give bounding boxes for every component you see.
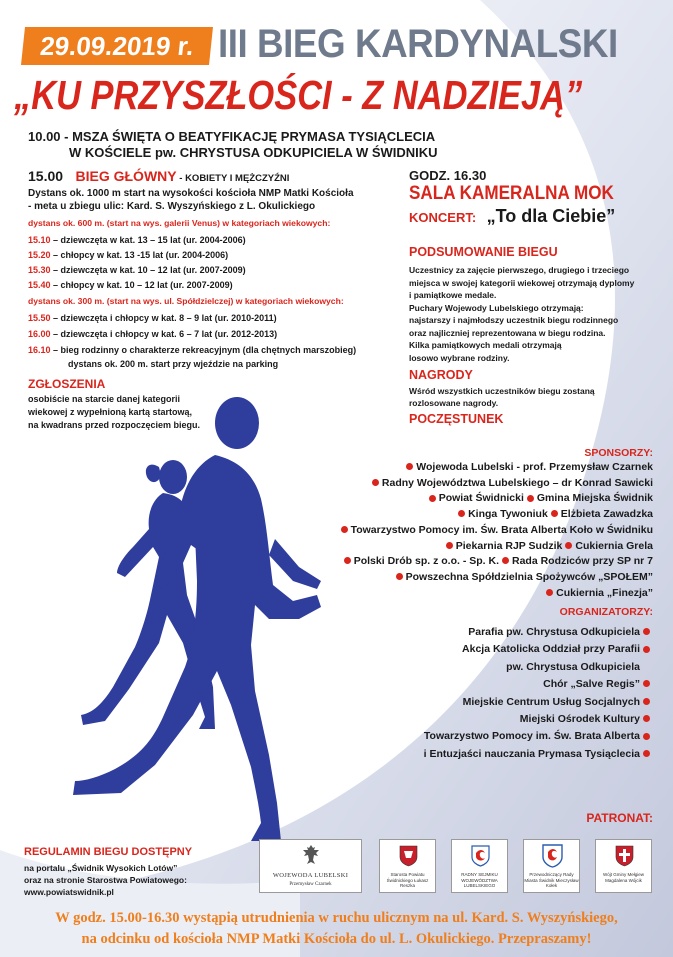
list-item: Cukiernia „Finezja” [323, 586, 653, 602]
starosta-logo [379, 839, 436, 893]
registration-title: ZGŁOSZENIA [28, 377, 106, 391]
list-item: Piekarnia RJP Sudzik Cukiernia Grela [323, 539, 653, 555]
registration-line-3: na kwadrans przed rozpoczęciem biegu. [28, 420, 201, 430]
runners-silhouette-icon [55, 395, 355, 865]
regulations-line-1: na portalu „Świdnik Wysokich Lotów” [24, 863, 178, 873]
wojewoda-person: Przemysław Czarnek [289, 882, 332, 887]
list-item: Polski Drób sp. z o.o. - Sp. K. Rada Rodziców przy SP nr 7 [323, 554, 653, 570]
list-item: 15.50 – dziewczęta i chłopcy w kat. 8 – 9 lat (ur. 2010-2011) [28, 313, 277, 323]
registration-line-2: wiekowej z wypełnioną kartą startową, [28, 407, 193, 417]
event-title: III BIEG KARDYNALSKI [218, 22, 618, 66]
list-item: Powiat Świdnicki Gmina Miejska Świdnik [323, 491, 653, 507]
regulations-url[interactable]: www.powiatswidnik.pl [24, 887, 114, 897]
list-item: Towarzystwo Pomocy im. Św. Brata Alberta Koło w Świdniku [323, 523, 653, 539]
concert-title: „To dla Ciebie” [486, 206, 616, 226]
awards-title: NAGRODY [409, 368, 473, 382]
distance-600-heading: dystans ok. 600 m. (start na wys. galerii Venus) w kategoriach wiekowych: [28, 218, 331, 228]
event-motto: „KU PRZYSZŁOŚCI - Z NADZIEJĄ” [14, 72, 583, 118]
summary-line: oraz najliczniej reprezentowana w biegu rodzina. [409, 327, 606, 338]
concert-time: GODZ. 16.30 [409, 168, 487, 183]
concert-place: SALA KAMERALNA MOK [409, 183, 614, 204]
list-item: Powszechna Spółdzielnia Spożywców „SPOŁEM” [323, 570, 653, 586]
summary-title: PODSUMOWANIE BIEGU [409, 245, 558, 259]
registration-line-1: osobiście na starcie danej kategorii [28, 394, 181, 404]
awards-line-1: Wśród wszystkich uczestników biegu zostaną [409, 386, 595, 396]
organizers-list [353, 624, 653, 763]
wojewoda-name: WOJEWODA LUBELSKI [272, 872, 349, 879]
list-item: 15.30 – dziewczęta w kat. 10 – 12 lat (ur. 2007-2009) [28, 265, 246, 275]
footer-notice-line-1: W godz. 15.00-16.30 wystąpią utrudnienia w ruchu ulicznym na ul. Kard. S. Wyszyńskiego, [55, 910, 618, 926]
list-item: Akcja Katolicka Oddział przy Parafii [353, 641, 653, 658]
list-item: 15.10 – dziewczęta w kat. 13 – 15 lat (ur. 2004-2006) [28, 235, 246, 245]
list-item: 15.40 – chłopcy w kat. 10 – 12 lat (ur. 2007-2009) [28, 280, 233, 290]
summary-line: Uczestnicy za zajęcie pierwszego, drugiego i trzeciego [409, 265, 630, 275]
list-item: pw. Chrystusa Odkupiciela [506, 660, 640, 673]
main-run-title: BIEG GŁÓWNY [75, 168, 177, 184]
sponsors-title: SPONSORZY: [584, 447, 653, 459]
logo-caption: RADNY SEJMIKU WOJEWÓDZTWA LUBELSKIEGO [461, 872, 498, 888]
radny-logo [451, 839, 508, 893]
summary-line: Kilka pamiątkowych medali otrzymają [409, 340, 562, 350]
list-item: Kinga Tywoniuk Elżbieta Zawadzka [323, 507, 653, 523]
crest-icon [399, 845, 418, 867]
concert-heading [409, 206, 615, 227]
summary-line: Puchary Wojewody Lubelskiego otrzymają: [409, 302, 584, 313]
main-run-desc-2: - meta u zbiegu ulic: Kard. S. Wyszyńskiego z L. Okulickiego [28, 201, 316, 212]
mass-line-2: W KOŚCIELE pw. CHRYSTUSA ODKUPICIELA W ŚWIDNIKU [69, 145, 438, 160]
schedule-300-list [28, 310, 356, 358]
summary-line: losowo wybrane rodziny. [409, 352, 510, 363]
organizers-title: ORGANIZATORZY: [559, 606, 653, 618]
refreshments-title: POCZĘSTUNEK [409, 412, 504, 426]
mass-line-1: 10.00 - MSZA ŚWIĘTA O BEATYFIKACJĘ PRYMASA TYSIĄCLECIA [28, 129, 436, 144]
list-item: 15.20 – chłopcy w kat. 13 -15 lat (ur. 2004-2006) [28, 250, 229, 260]
rada-miasta-logo [523, 839, 580, 893]
distance-300-heading: dystans ok. 300 m. (start na wys. ul. Spółdzielczej) w kategoriach wiekowych: [28, 296, 344, 306]
eagle-icon [302, 844, 320, 866]
logo-caption: Wójt Gminy Mełgiew Magdalena Wójcik [602, 872, 644, 883]
crest-icon [615, 845, 634, 867]
logo-caption: Starosta Powiatu Świdnickiego Łukasz Reszka [386, 872, 429, 888]
list-item: i Entuzjaści nauczania Prymasa Tysiąclecia [353, 746, 653, 763]
wojt-gminy-logo [595, 839, 652, 893]
schedule-600-list [28, 233, 246, 293]
main-run-desc-1: Dystans ok. 1000 m start na wysokości kościoła NMP Matki Kościoła [28, 188, 354, 199]
crest-icon [542, 844, 563, 868]
patronage-title: PATRONAT: [586, 811, 653, 825]
list-item: Radny Województwa Lubelskiego – dr Konrad Sawicki [323, 476, 653, 492]
list-item: 16.00 – dziewczęta i chłopcy w kat. 6 – 7 lat (ur. 2012-2013) [28, 329, 278, 339]
summary-line: i pamiątkowe medale. [409, 290, 497, 300]
event-date-badge: 29.09.2019 r. [21, 27, 213, 65]
main-run-subtitle: - KOBIETY I MĘŻCZYŹNI [176, 173, 290, 184]
concert-label: KONCERT: [409, 210, 477, 225]
awards-line-2: rozlosowane nagrody. [409, 398, 499, 408]
main-run-heading [28, 168, 289, 186]
footer-notice-line-2: na odcinku od kościoła NMP Matki Kościoła do ul. L. Okulickiego. Przepraszamy! [81, 931, 592, 947]
list-item: 16.10 – bieg rodzinny o charakterze rekreacyjnym (dla chętnych marszobieg) [28, 345, 357, 355]
list-item: Towarzystwo Pomocy im. Św. Brata Alberta [353, 728, 653, 745]
wojewoda-logo [259, 839, 362, 893]
sponsors-list [323, 460, 653, 601]
summary-line: miejsca w swojej kategorii wiekowej otrzymają dyplomy [409, 277, 635, 288]
main-run-time: 15.00 [28, 168, 64, 184]
crest-icon [471, 845, 490, 867]
list-item: Chór „Salve Regis” [353, 676, 653, 693]
list-item: Parafia pw. Chrystusa Odkupiciela [353, 624, 653, 641]
list-item: Miejskie Centrum Usług Socjalnych [353, 694, 653, 711]
list-item: Wojewoda Lubelski - prof. Przemysław Czarnek [323, 460, 653, 476]
regulations-title: REGULAMIN BIEGU DOSTĘPNY [24, 846, 193, 858]
logo-caption: Przewodniczący Rady Miasta Świdnik Mieczysław Kołek [524, 872, 579, 888]
list-item: Miejski Ośrodek Kultury [353, 711, 653, 728]
summary-line: najstarszy i najmłodszy uczestnik biegu rodzinnego [409, 315, 619, 325]
regulations-line-2: oraz na stronie Starostwa Powiatowego: [24, 875, 187, 885]
family-run-note: dystans ok. 200 m. start przy wjeździe na parking [68, 359, 279, 369]
summary-text [409, 264, 634, 364]
